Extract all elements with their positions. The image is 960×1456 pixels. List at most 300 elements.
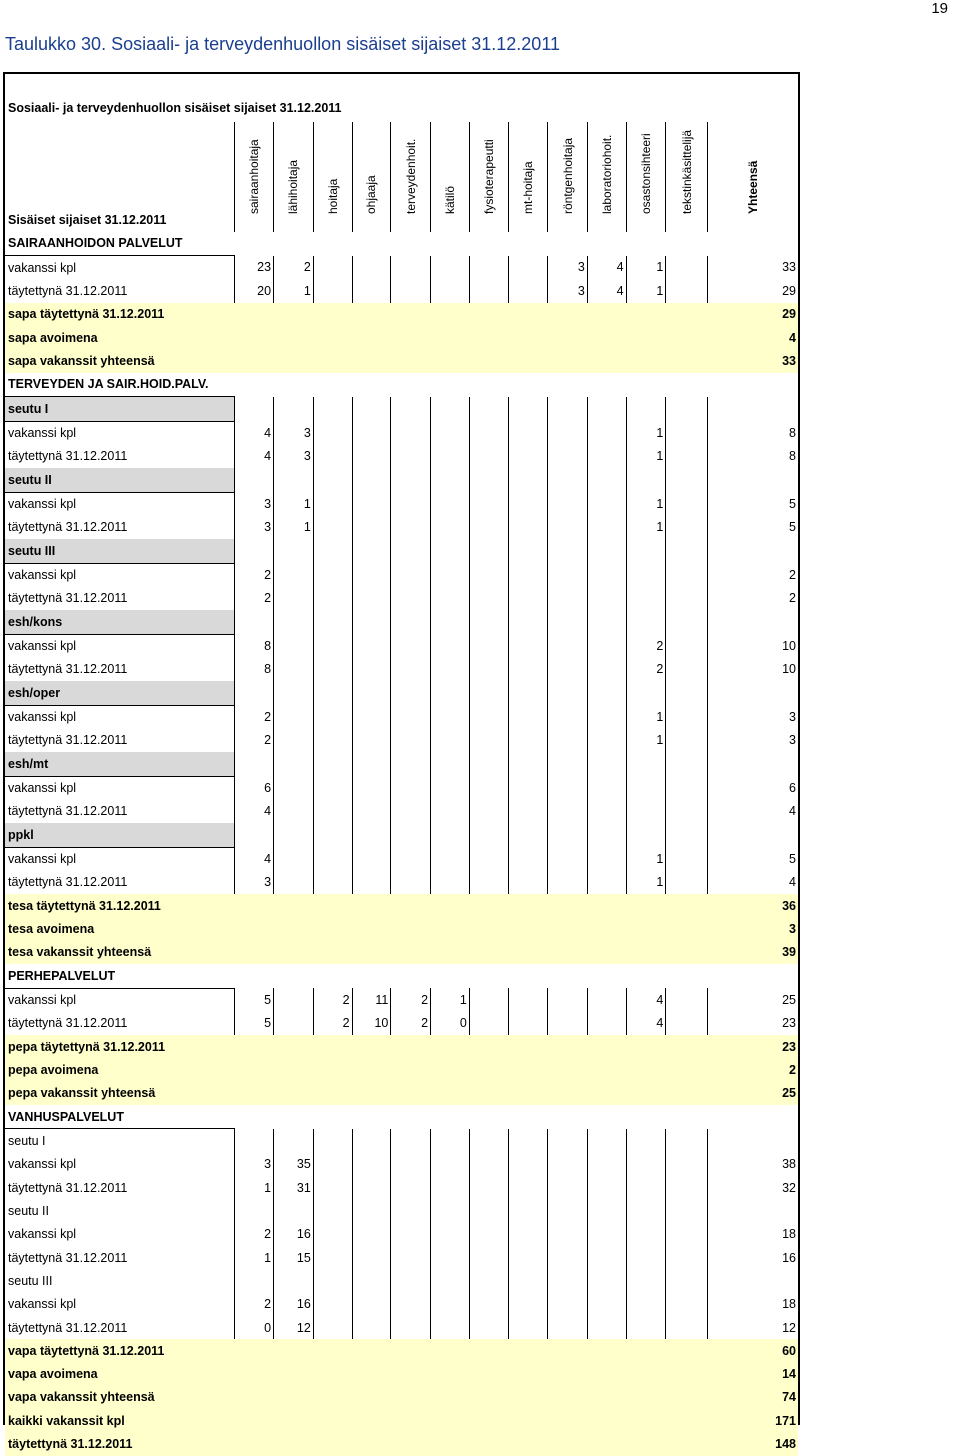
table-cell [587,468,626,492]
table-cell [666,681,708,705]
table-cell [509,373,548,397]
table-cell [274,539,314,563]
table-cell [626,1199,666,1222]
table-cell [274,1082,314,1105]
table-cell [548,1316,588,1339]
table-cell [469,232,509,256]
table-cell [509,964,548,988]
table-cell [626,1316,666,1339]
column-header-label: lähihoitaja [286,159,301,214]
row-label: vakanssi kpl [8,992,77,1007]
column-header-label: ohjaaja [364,175,379,214]
table-cell [469,729,509,752]
table-cell [431,1129,470,1153]
table-cell [666,468,708,492]
table-cell [469,941,509,964]
table-cell [666,1035,708,1058]
table-cell [548,1223,588,1246]
table-cell [587,705,626,729]
table-cell [391,1409,431,1432]
table-cell: 3 [707,918,798,941]
table-cell: 32 [707,1176,798,1199]
table-cell [431,256,470,280]
table-cell [313,681,352,705]
table-cell [587,1339,626,1362]
table-cell [274,800,314,823]
table-cell [626,1035,666,1058]
table-cell: 2 [235,729,274,752]
table-cell [431,776,470,800]
table-cell [431,894,470,917]
table-cell: 3 [274,421,314,445]
table-cell [548,326,588,349]
table-cell [548,681,588,705]
table-cell [548,752,588,776]
table-cell [666,326,708,349]
table-cell [313,587,352,610]
table-cell [626,1293,666,1316]
table-cell: 4 [235,847,274,871]
table-cell [391,941,431,964]
table-cell [274,610,314,634]
table-row [5,800,798,823]
table-cell [666,658,708,681]
table-cell [352,658,391,681]
table-cell [431,634,470,658]
table-cell: 2 [707,1058,798,1081]
table-cell [235,539,274,563]
table-cell [587,539,626,563]
table-cell [431,1363,470,1386]
table-cell: 15 [274,1246,314,1269]
table-cell: 1 [626,421,666,445]
table-cell [666,421,708,445]
table-cell [469,256,509,280]
table-cell [666,1153,708,1176]
table-cell [666,1176,708,1199]
table-cell [469,1409,509,1432]
table-cell [509,610,548,634]
table-cell [313,1223,352,1246]
table-cell [548,964,588,988]
table-cell [352,847,391,871]
table-cell [431,1386,470,1409]
table-cell [587,1058,626,1081]
table-cell [469,280,509,303]
table-cell [352,1082,391,1105]
table-cell [431,1409,470,1432]
table-cell [274,468,314,492]
table-cell [313,232,352,256]
table-cell: 25 [707,1082,798,1105]
table-cell: 4 [235,445,274,468]
table-cell [587,1386,626,1409]
table-cell: 1 [626,280,666,303]
table-cell: 1 [626,492,666,516]
table-cell [666,634,708,658]
table-cell [391,634,431,658]
row-label: täytettynä 31.12.2011 [8,1250,128,1265]
table-cell: 2 [235,1293,274,1316]
table-cell [587,1363,626,1386]
table-cell [431,1105,470,1129]
table-cell [274,350,314,373]
table-row [5,681,798,705]
table-cell [352,1246,391,1269]
table-cell [431,658,470,681]
table-cell [274,752,314,776]
table-cell: 5 [707,516,798,539]
table-cell: 10 [707,658,798,681]
table-row [5,729,798,752]
table-cell: 2 [313,988,352,1012]
table-cell [548,705,588,729]
table-cell [352,492,391,516]
table-cell [391,1363,431,1386]
table-cell [548,350,588,373]
table-cell [666,350,708,373]
column-header-label: sairaanhoitaja [247,139,262,214]
table-cell [666,232,708,256]
table-cell [431,871,470,894]
table-row [5,1223,798,1246]
table-cell [626,1153,666,1176]
table-cell [587,988,626,1012]
table-cell [587,752,626,776]
table-cell [587,1316,626,1339]
table-cell [509,681,548,705]
table-row [5,964,798,988]
table-cell [313,752,352,776]
table-cell [235,1363,274,1386]
table-cell [548,516,588,539]
table-cell: 4 [587,256,626,280]
table-cell [469,918,509,941]
table-cell [391,871,431,894]
table-row [5,1269,798,1292]
table-cell [469,468,509,492]
table-cell: 2 [274,256,314,280]
table-cell [548,492,588,516]
table-cell [707,1105,798,1129]
table-cell [509,1269,548,1292]
table-cell [626,1176,666,1199]
table-row [5,823,798,847]
table-row [5,468,798,492]
table-cell [509,1176,548,1199]
table-cell [587,1293,626,1316]
column-header [666,122,708,232]
table-cell [666,445,708,468]
table-cell [391,373,431,397]
table-cell: 4 [235,800,274,823]
table-cell [313,634,352,658]
table-cell [431,918,470,941]
table-cell [509,350,548,373]
table-cell [587,232,626,256]
table-cell [509,232,548,256]
page-number: 19 [931,0,948,17]
table-cell [469,964,509,988]
table-cell [587,326,626,349]
table-cell [509,1223,548,1246]
table-row [5,587,798,610]
table-row [5,1058,798,1081]
table-cell [352,1433,391,1456]
row-label: täytettynä 31.12.2011 [8,520,128,535]
table-cell [587,681,626,705]
table-cell [391,1176,431,1199]
table-cell: 60 [707,1339,798,1362]
table-cell [587,941,626,964]
table-cell [352,1316,391,1339]
table-cell [587,729,626,752]
table-cell [548,1363,588,1386]
table-cell [469,776,509,800]
table-cell [431,941,470,964]
table-cell [666,256,708,280]
table-cell [274,1409,314,1432]
table-cell: 1 [274,516,314,539]
table-cell [391,1433,431,1456]
table-cell [509,303,548,326]
table-cell [274,1269,314,1292]
table-cell [548,634,588,658]
table-cell [587,964,626,988]
table-cell: 8 [235,658,274,681]
table-cell [274,1363,314,1386]
row-label: VANHUSPALVELUT [5,1105,235,1129]
table-cell: 1 [235,1246,274,1269]
column-header [391,122,431,232]
table-cell [548,823,588,847]
table-cell [626,1433,666,1456]
table-cell: 4 [707,326,798,349]
table-cell [391,847,431,871]
table-cell: 2 [235,587,274,610]
table-cell [587,1105,626,1129]
table-cell [431,421,470,445]
table-cell [469,988,509,1012]
table-cell [274,397,314,421]
table-row [5,563,798,587]
row-label: ppkl [5,823,235,847]
table-cell [352,350,391,373]
table-cell [352,1386,391,1409]
table-cell [626,610,666,634]
table-cell [469,1433,509,1456]
table-cell [469,894,509,917]
table-cell: 3 [707,729,798,752]
table-cell [391,610,431,634]
table-cell [352,776,391,800]
table-cell: 39 [707,941,798,964]
table-cell [707,397,798,421]
table-cell [313,1409,352,1432]
table-cell [235,1269,274,1292]
column-header-label: kätilö [442,185,457,214]
table-cell [274,705,314,729]
table-cell [469,1269,509,1292]
table-cell [274,587,314,610]
table-cell [391,1316,431,1339]
table-cell [469,350,509,373]
table-cell [626,752,666,776]
table-cell [587,1012,626,1035]
table-cell [313,1105,352,1129]
table-cell: 1 [626,516,666,539]
table-cell [548,800,588,823]
table-cell [352,303,391,326]
table-cell [352,1176,391,1199]
table-cell [235,468,274,492]
table-cell: 4 [626,988,666,1012]
table-cell: 29 [707,280,798,303]
table-cell: 4 [587,280,626,303]
table-cell [509,1035,548,1058]
table-cell [313,539,352,563]
table-cell [469,871,509,894]
row-label: vapa täytettynä 31.12.2011 [5,1339,235,1362]
row-label: seutu II [8,1203,49,1218]
table-cell: 171 [707,1409,798,1432]
table-cell [235,823,274,847]
table-cell [626,1386,666,1409]
table-cell [707,752,798,776]
table-cell: 3 [548,280,588,303]
table-row [5,941,798,964]
table-cell [548,894,588,917]
row-label: täytettynä 31.12.2011 [8,804,128,819]
row-label: vakanssi kpl [8,568,77,582]
table-cell [235,964,274,988]
table-cell [313,1316,352,1339]
table-cell [313,326,352,349]
table-row [5,1105,798,1129]
table-cell [431,1269,470,1292]
row-label: vakanssi kpl [8,1157,77,1172]
table-cell [431,964,470,988]
table-cell [666,1129,708,1153]
table-cell [509,918,548,941]
table-cell [509,587,548,610]
table-cell [587,373,626,397]
table-cell [313,350,352,373]
column-header [235,122,274,232]
row-label: seutu II [5,468,235,492]
table-cell: 3 [707,705,798,729]
table-cell [509,1199,548,1222]
table-cell [509,1153,548,1176]
table-cell: 16 [274,1293,314,1316]
table-cell [666,800,708,823]
table-cell [469,658,509,681]
table-row [5,1153,798,1176]
table-cell [626,964,666,988]
table-cell [587,1035,626,1058]
table-cell [391,729,431,752]
table-cell [548,610,588,634]
table-cell [352,280,391,303]
table-cell [509,468,548,492]
table-cell [587,563,626,587]
row-label: sapa avoimena [5,326,235,349]
table-cell [431,1246,470,1269]
table-cell: 3 [235,516,274,539]
table-cell [391,1269,431,1292]
table-cell [391,681,431,705]
table-cell [548,1199,588,1222]
table-cell [274,634,314,658]
table-cell [313,918,352,941]
table-cell [274,1012,314,1035]
table-cell [235,894,274,917]
table-cell: 23 [235,256,274,280]
table-cell [666,705,708,729]
table-cell: 3 [235,492,274,516]
table-cell: 5 [235,1012,274,1035]
column-header-label: Yhteensä [745,160,760,214]
table-cell [469,752,509,776]
table-cell [509,752,548,776]
table-cell [587,776,626,800]
table-cell [548,1409,588,1432]
table-cell: 0 [431,1012,470,1035]
row-label: vapa avoimena [5,1363,235,1386]
table-cell [313,941,352,964]
table-cell [469,1316,509,1339]
row-label: vakanssi kpl [8,497,77,512]
row-label: täytettynä 31.12.2011 [8,284,128,299]
table-cell [391,1105,431,1129]
table-cell [666,587,708,610]
table-cell [548,1293,588,1316]
table-cell: 6 [235,776,274,800]
table-cell [235,1129,274,1153]
table-cell [626,1058,666,1081]
table-cell [431,1058,470,1081]
table-cell [352,634,391,658]
table-cell [666,776,708,800]
table-cell [469,681,509,705]
table-cell [626,1339,666,1362]
table-cell [431,563,470,587]
table-cell [509,256,548,280]
table-cell [391,776,431,800]
table-cell: 148 [707,1433,798,1456]
table-cell [587,610,626,634]
table-cell [626,539,666,563]
table-cell: 3 [235,1153,274,1176]
table-cell: 2 [391,988,431,1012]
table-row [5,610,798,634]
table-cell [274,823,314,847]
table-row [5,634,798,658]
table-cell [352,918,391,941]
table-cell [313,516,352,539]
row-label: täytettynä 31.12.2011 [8,1180,128,1195]
table-row [5,1386,798,1409]
table-cell [352,1199,391,1222]
table-cell [707,232,798,256]
table-cell [666,1433,708,1456]
table-cell [313,1035,352,1058]
table-cell [352,705,391,729]
table-cell [509,1129,548,1153]
table-cell [431,1339,470,1362]
table-cell [391,492,431,516]
table-cell [391,1339,431,1362]
